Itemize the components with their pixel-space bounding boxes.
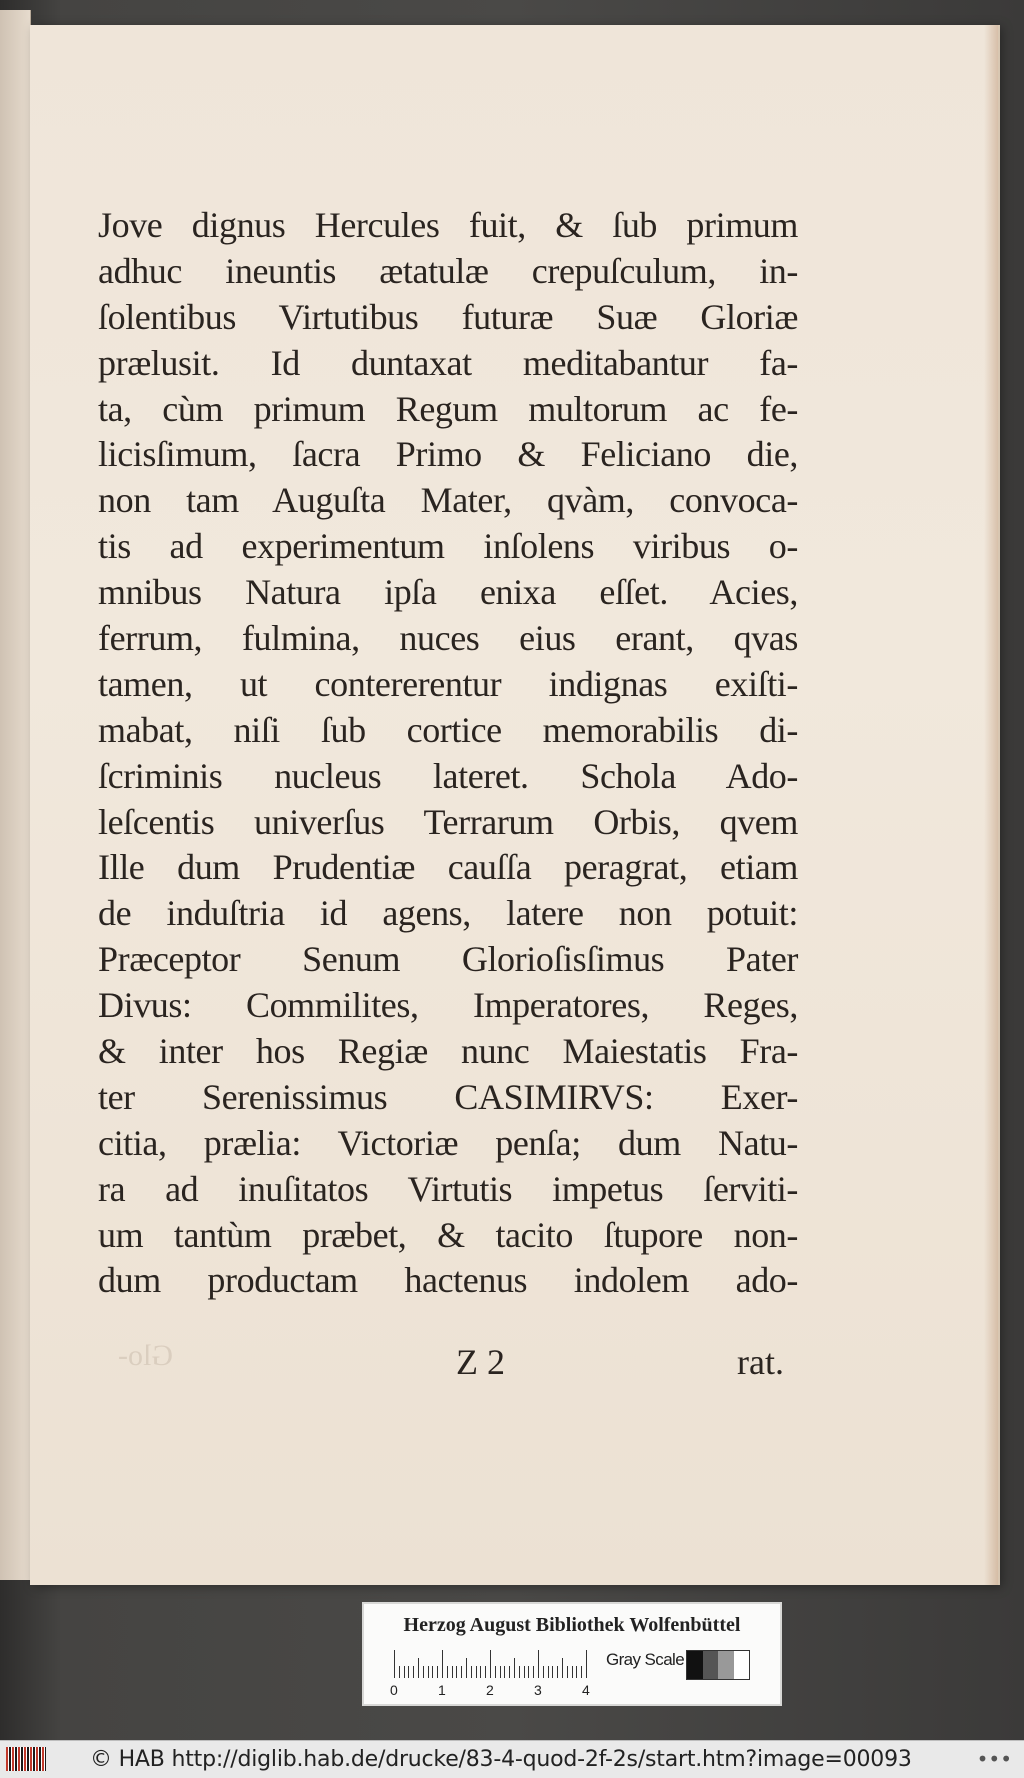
ruler-numbers <box>364 1682 780 1700</box>
ruler-tick <box>476 1666 477 1678</box>
ruler-tick <box>524 1666 525 1678</box>
bleed-through-text: Glo- <box>118 1339 173 1372</box>
ruler-tick <box>452 1666 453 1678</box>
ruler-tick <box>485 1666 486 1678</box>
ruler-number: 0 <box>390 1682 398 1698</box>
ruler-tick <box>509 1666 510 1678</box>
catchword: rat. <box>737 1342 784 1382</box>
ruler-tick <box>437 1666 438 1678</box>
ruler-tick <box>519 1666 520 1678</box>
ruler-tick <box>418 1658 419 1678</box>
text-line: ra ad inuſitatos Virtutis impetus ſerviti- <box>98 1168 798 1209</box>
text-line: ſcriminis nucleus lateret. Schola Ado- <box>98 755 798 796</box>
ruler-tick <box>533 1666 534 1678</box>
ruler-tick <box>456 1666 457 1678</box>
ruler-tick <box>514 1658 515 1678</box>
text-line: Divus: Commilites, Imperatores, Reges, <box>98 985 798 1026</box>
ruler-tick <box>490 1650 491 1678</box>
more-options-icon[interactable]: ••• <box>976 1747 1012 1771</box>
text-line: tis ad experimentum inſolens viribus o- <box>98 526 798 567</box>
text-line: prælusit. Id duntaxat meditabantur fa- <box>98 342 798 383</box>
ruler-number: 1 <box>438 1682 446 1698</box>
text-line: citia, prælia: Victoriæ penſa; dum Natu- <box>98 1122 798 1163</box>
text-line: um tantùm præbet, & tacito ſtupore non- <box>98 1214 798 1255</box>
text-line: tamen, ut contererentur indignas exiſti- <box>98 663 798 704</box>
text-line: leſcentis univerſus Terrarum Orbis, qvem <box>98 801 798 842</box>
text-line: Ille dum Prudentiæ cauſſa peragrat, etiam <box>98 847 798 888</box>
body-text <box>98 203 798 1304</box>
ruler-tick <box>408 1666 409 1678</box>
ruler-tick <box>572 1666 573 1678</box>
text-line: de induſtria id agens, latere non potuit: <box>98 893 798 934</box>
page-footer <box>98 1341 798 1389</box>
gray-scale-swatch <box>686 1650 750 1680</box>
book-page <box>30 25 998 1585</box>
ruler-tick <box>480 1666 481 1678</box>
ruler-tick <box>428 1666 429 1678</box>
text-line: licisſimum, ſacra Primo & Feliciano die, <box>98 434 798 475</box>
ruler-tick <box>423 1666 424 1678</box>
ruler-tick <box>528 1666 529 1678</box>
text-line: ta, cùm primum Regum multorum ac fe- <box>98 388 798 429</box>
gray-scale-label: Gray Scale <box>606 1650 685 1669</box>
text-line: Præceptor Senum Glorioſisſimus Pater <box>98 939 798 980</box>
ruler-tick <box>461 1666 462 1678</box>
library-name: Herzog August Bibliothek Wolfenbüttel <box>403 1614 741 1636</box>
text-line: ferrum, fulmina, nuces eius erant, qvas <box>98 618 798 659</box>
text-line: Jove dignus Hercules fuit, & ſub primum <box>98 205 798 245</box>
ruler-tick <box>413 1666 414 1678</box>
ruler-tick <box>447 1666 448 1678</box>
ruler-tick <box>567 1666 568 1678</box>
text-line: non tam Auguſta Mater, qvàm, convoca- <box>98 480 798 521</box>
ruler-tick <box>500 1666 501 1678</box>
ruler-number: 4 <box>582 1682 590 1698</box>
ruler-tick <box>394 1650 395 1678</box>
ruler-tick <box>471 1666 472 1678</box>
text-line: mabat, niſi ſub cortice memorabilis di- <box>98 709 798 750</box>
text-line: ter Serenissimus CASIMIRVS: Exer- <box>98 1076 798 1117</box>
ruler-tick <box>581 1666 582 1678</box>
status-bar <box>0 1740 1024 1778</box>
ruler-tick <box>538 1650 539 1678</box>
ruler-tick <box>543 1666 544 1678</box>
text-line: ſolentibus Virtutibus futuræ Suæ Gloriæ <box>98 296 798 337</box>
text-line: mnibus Natura ipſa enixa eſſet. Acies, <box>98 572 798 613</box>
ruler-tick <box>557 1666 558 1678</box>
signature-mark: Z 2 <box>456 1342 505 1382</box>
source-url-text[interactable]: © HAB http://diglib.hab.de/drucke/83-4-quod-2f-2s/start.htm?image=00093 <box>90 1747 912 1772</box>
ruler-scale <box>394 1648 594 1678</box>
ruler-tick <box>399 1666 400 1678</box>
text-line: dum productam hactenus indolem ado- <box>98 1260 798 1301</box>
ruler-tick <box>586 1650 587 1678</box>
ruler-tick <box>548 1666 549 1678</box>
ruler-tick <box>504 1666 505 1678</box>
ruler-tick <box>495 1666 496 1678</box>
ruler-number: 3 <box>534 1682 542 1698</box>
text-line: adhuc ineuntis ætatulæ crepuſculum, in- <box>98 250 798 291</box>
ruler-tick <box>404 1666 405 1678</box>
ruler-tick <box>432 1666 433 1678</box>
ruler-tick <box>552 1666 553 1678</box>
text-line: & inter hos Regiæ nunc Maiestatis Fra- <box>98 1031 798 1072</box>
barcode-icon <box>6 1747 46 1771</box>
ruler-tick <box>576 1666 577 1678</box>
ruler-tick <box>466 1658 467 1678</box>
color-scale-card <box>362 1602 782 1706</box>
ruler-number: 2 <box>486 1682 494 1698</box>
ruler-tick <box>442 1650 443 1678</box>
ruler-tick <box>562 1658 563 1678</box>
previous-page-edge <box>0 10 31 1580</box>
